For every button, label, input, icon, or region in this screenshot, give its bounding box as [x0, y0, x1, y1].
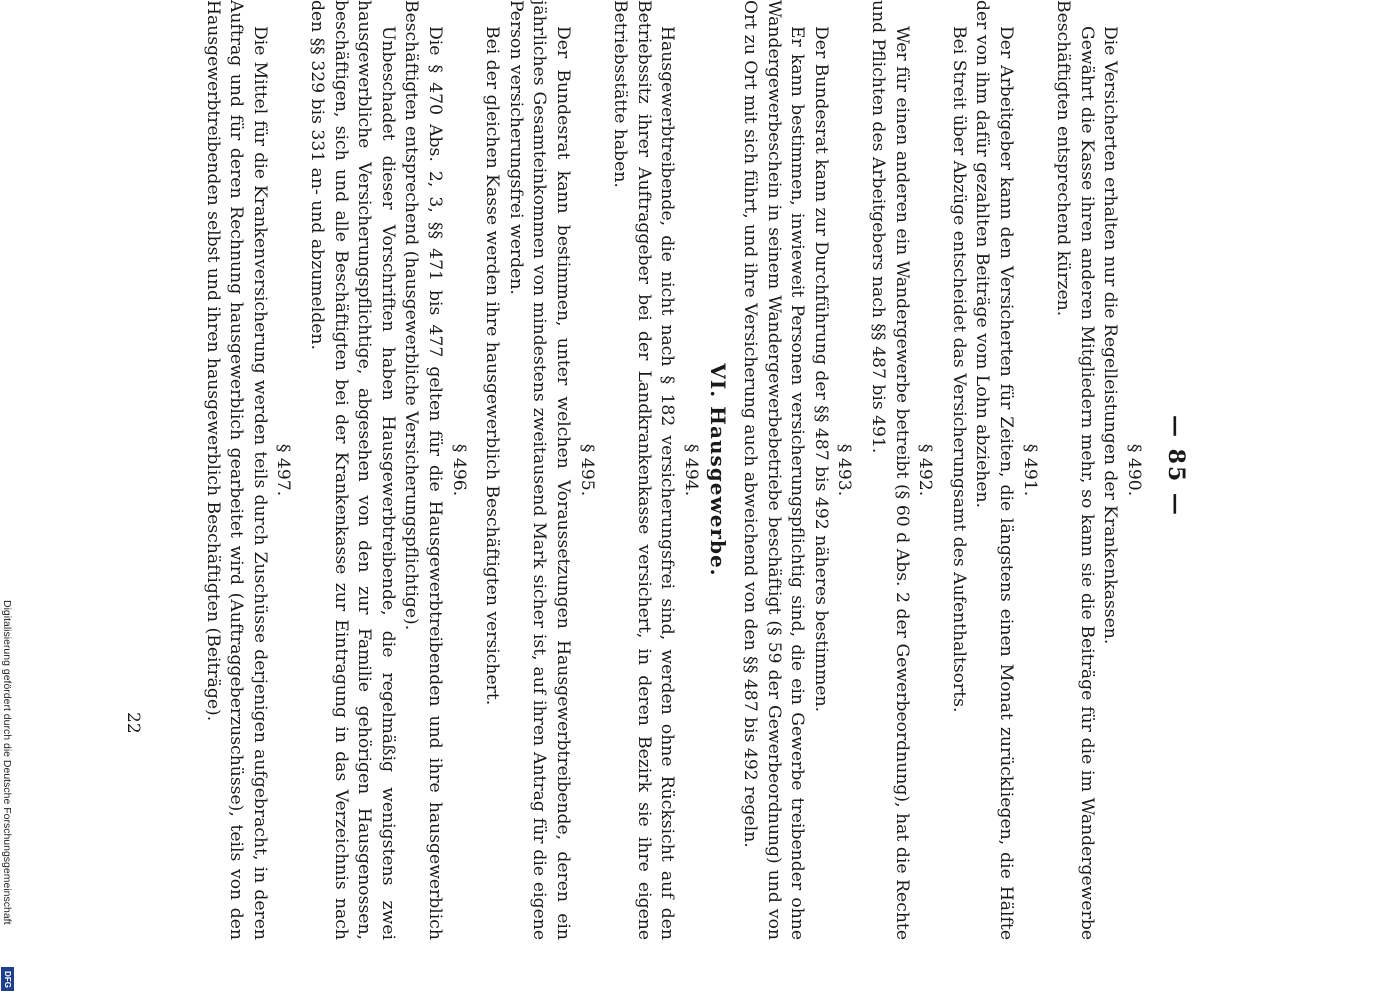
section [865, 0, 936, 940]
text-block [145, 0, 1195, 1000]
section-title: § 490. [1124, 443, 1144, 497]
rotated-content [145, 0, 1195, 940]
paragraph: Die § 470 Abs. 2, 3, §§ 471 bis 477 gelten für die Hausgewerbtreibenden und ihre hausgewerblich Beschäftigten entsprechend (hausgewerbliche Versicherungspflichtige). [401, 0, 445, 940]
section-title: § 492. [915, 443, 936, 497]
paragraph: Unbeschadet dieser Vorschriften haben Hausgewerbtreibende, die regelmäßig wenigstens zwei hausgewerbliche Versicherungspflichtige, abgesehen von den zur Familie gehörigen Hausgenossen, beschäftigen, sich und alle Beschäftigten bei der Krankenkasse zur Eintragung in das Verzeichnis nach den §§ 329 bis 331 an- und abzumelden. [307, 0, 398, 940]
paragraph: Wer für einen anderen ein Wandergewerbe betreibt (§ 60 d Abs. 2 der Gewerbeordnung), hat die Rechte und Pflichten des Arbeitgebers nach §§ 487 bis 491. [868, 0, 912, 940]
page-body [200, 0, 1145, 940]
section [480, 0, 598, 940]
section [738, 0, 856, 940]
section-title: § 495. [576, 443, 597, 497]
paragraph: Der Bundesrat kann zur Durchführung der §§ 487 bis 492 näheres bestimmen. [810, 26, 831, 713]
paragraph: Die Versicherten erhalten nur die Regelleistungen der Krankenkassen. [1100, 26, 1121, 645]
section [200, 0, 294, 940]
paragraph: Die Mittel für die Krankenversicherung werden teils durch Zuschüsse derjenigen aufgebracht, in deren Auftrag und für deren Rechnung hausgewerblich gearbeitet wird (Auftraggeberzuschüsse), teils von den Hausgewerbtreibenden selbst und ihren hausgewerblich Beschäftigten (Beiträge). [202, 0, 270, 940]
paragraph: Hausgewerbtreibende, die nicht nach § 182 versicherungsfrei sind, werden ohne Rücksicht auf den Betriebssitz ihrer Auftraggeber bei der Landkrankenkasse versichert, in deren Bezirk sie ihre eigene Betriebsstätte haben. [610, 0, 678, 940]
page-header [1157, 0, 1187, 940]
section-title: § 494. [680, 443, 701, 497]
chapter-heading: VI. Hausgewerbe. [706, 363, 731, 577]
section-title: § 491. [1019, 443, 1040, 497]
section [946, 0, 1040, 940]
paragraph: Der Bundesrat kann bestimmen, unter welchen Voraussetzungen Hausgewerbtreibende, deren ein jährliches Gesamteinkommen von mindestens zweitausend Mark sicher ist, auf ihren Antrag für die eigene Person versicherungsfrei werden. [505, 0, 573, 940]
paragraph: Bei der gleichen Kasse werden ihre hausgewerblich Beschäftigten versichert. [482, 26, 503, 706]
section-title: § 496. [448, 443, 469, 497]
signature-mark [123, 712, 153, 732]
paragraph: Bei Streit über Abzüge entscheidet das Versicherungsamt des Aufenthaltsorts. [948, 26, 969, 713]
section [608, 0, 702, 940]
page-number: — 85 — [1163, 415, 1189, 517]
sidebar-note: Digitalisierung gefördert durch die Deutsche Forschungsgemeinschaft [1, 600, 13, 925]
paragraph: Gewährt die Kasse ihren anderen Mitgliedern mehr, so kann sie die Beiträge für die im Wandergewerbe Beschäftigten entsprechend kürzen. [1053, 0, 1097, 940]
paragraph: Der Arbeitgeber kann den Versicherten für Zeiten, die längstens einen Monat zurückliegen, die Hälfte der von ihm dafür gezahlten Beiträge vom Lohn abziehen. [972, 0, 1017, 940]
section [304, 0, 469, 940]
dfg-logo-icon [1, 967, 14, 991]
logo-text: DFG [3, 970, 13, 988]
section [1051, 0, 1145, 940]
section-title: § 493. [834, 443, 855, 497]
paragraph: Er kann bestimmen, inwieweit Personen versicherungspflichtig sind, die ein Gewerbe treibender ohne Wandergewerbeschein in seinem Wandergewerbebetriebe beschäftigt (§ 59 der Gewerbeordnung) und von Ort zu Ort mit sich führt, und ihre Versicherung auch abweichend von den §§ 487 bis 492 regeln. [740, 0, 808, 940]
signature-mark-text: 22 [123, 712, 143, 734]
section-title: § 497. [273, 443, 294, 497]
